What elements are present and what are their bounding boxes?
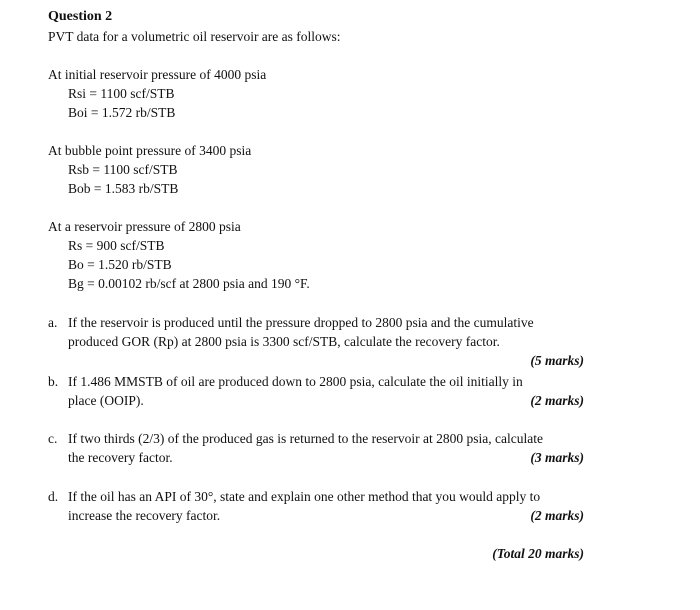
- bob-value: Bob = 1.583 rb/STB: [68, 181, 179, 196]
- part-c-marks: (3 marks): [530, 450, 584, 465]
- reservoir-pressure-heading: At a reservoir pressure of 2800 psia: [48, 219, 241, 234]
- bg-value: Bg = 0.00102 rb/scf at 2800 psia and 190 °F.: [68, 276, 310, 291]
- rsi-value: Rsi = 1100 scf/STB: [68, 86, 175, 101]
- part-b-line-2: place (OOIP).: [68, 393, 144, 408]
- question-title: Question 2: [48, 9, 113, 24]
- part-a-line-1: If the reservoir is produced until the pressure dropped to 2800 psia and the cumulative: [68, 315, 534, 330]
- rs-value: Rs = 900 scf/STB: [68, 238, 165, 253]
- question-intro: PVT data for a volumetric oil reservoir are as follows:: [48, 29, 341, 44]
- part-b-letter: b.: [48, 374, 59, 389]
- part-b-marks: (2 marks): [530, 393, 584, 408]
- bubble-point-heading: At bubble point pressure of 3400 psia: [48, 143, 252, 158]
- part-c-line-2: the recovery factor.: [68, 450, 173, 465]
- rsb-value: Rsb = 1100 scf/STB: [68, 162, 178, 177]
- part-c-line-1: If two thirds (2/3) of the produced gas is returned to the reservoir at 2800 psia, calculate: [68, 431, 543, 446]
- part-d-marks: (2 marks): [530, 508, 584, 523]
- bo-value: Bo = 1.520 rb/STB: [68, 257, 172, 272]
- initial-pressure-heading: At initial reservoir pressure of 4000 psia: [48, 67, 267, 82]
- part-a-marks: (5 marks): [530, 353, 584, 368]
- part-c-letter: c.: [48, 431, 58, 446]
- part-a-letter: a.: [48, 315, 58, 330]
- part-b-line-1: If 1.486 MMSTB of oil are produced down to 2800 psia, calculate the oil initially in: [68, 374, 523, 389]
- total-marks: (Total 20 marks): [492, 546, 584, 561]
- part-d-line-1: If the oil has an API of 30°, state and explain one other method that you would apply to: [68, 489, 541, 504]
- boi-value: Boi = 1.572 rb/STB: [68, 105, 176, 120]
- part-d-line-2: increase the recovery factor.: [68, 508, 221, 523]
- part-d-letter: d.: [48, 489, 59, 504]
- part-a-line-2: produced GOR (Rp) at 2800 psia is 3300 scf/STB, calculate the recovery factor.: [68, 334, 500, 349]
